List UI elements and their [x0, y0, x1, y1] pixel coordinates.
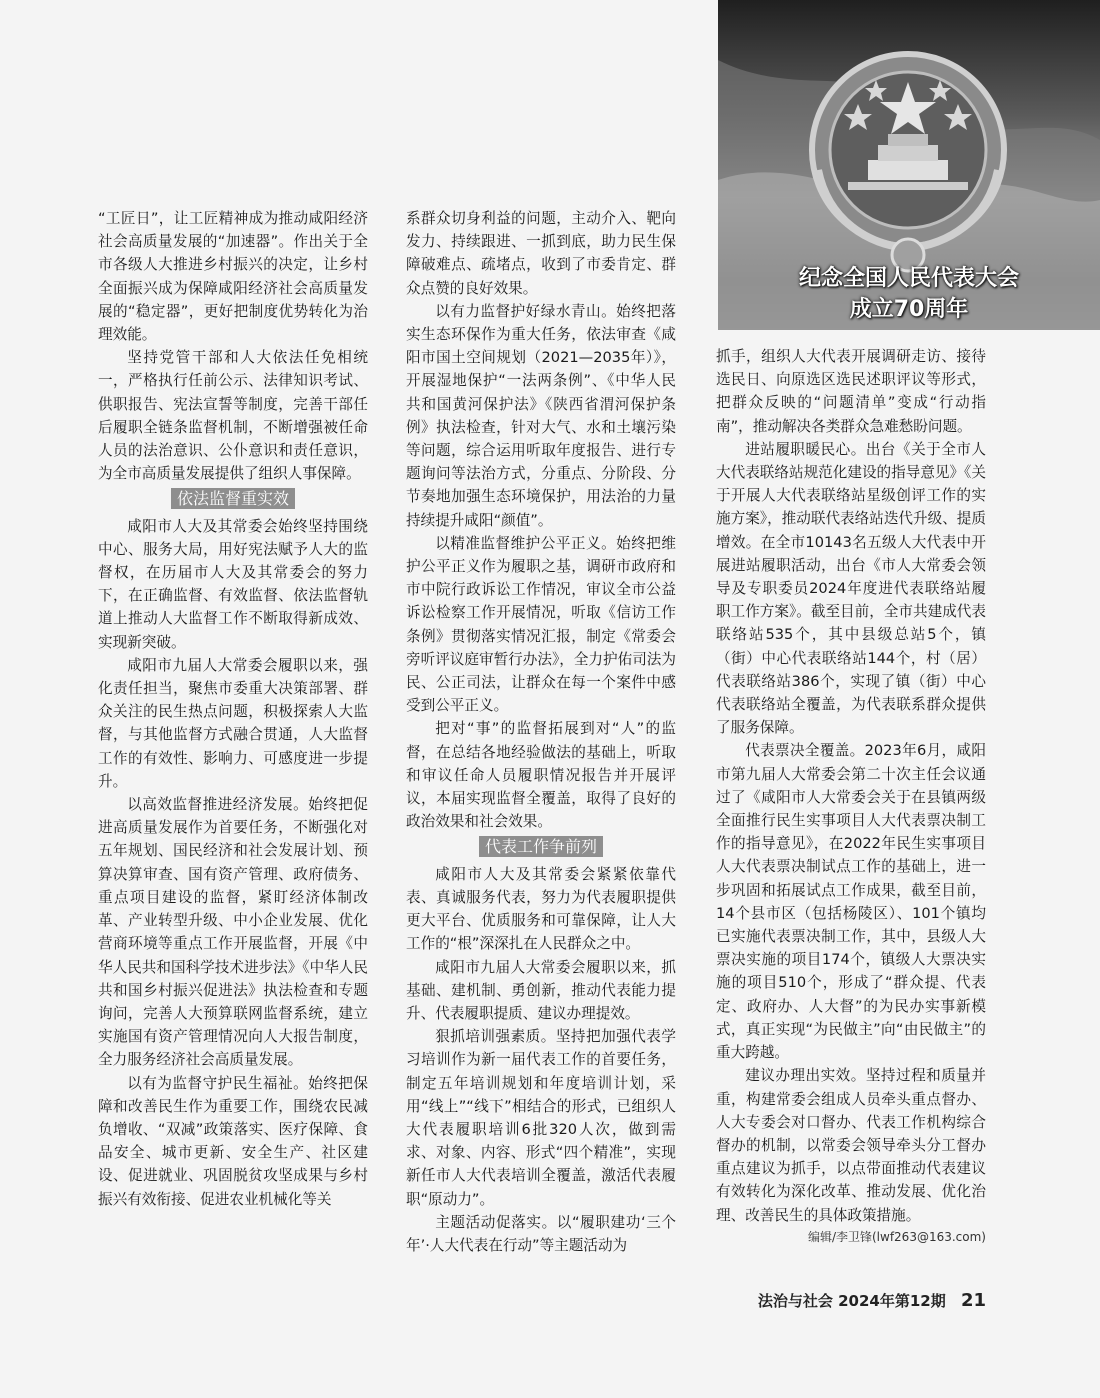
paragraph: 咸阳市人大及其常委会紧紧依靠代表、真诚服务代表，努力为代表履职提供更大平台、优质服务和可靠保障，让人大工作的“根”深深扎在人民群众之中。: [406, 865, 676, 953]
section-heading-text: 依法监督重实效: [171, 488, 295, 509]
column-3: [716, 345, 986, 1227]
paragraph: 以有为监督守护民生福祉。始终把保障和改善民生作为重要工作，围绕农民减负增收、“双减”政策落实、医疗保障、食品安全、城市更新、安全生产、社区建设、促进就业、巩固脱贫攻坚成果与乡村振兴有效衔接、促进农业机械化等关: [98, 1074, 368, 1208]
paragraph: 把对“事”的监督拓展到对“人”的监督，在总结各地经验做法的基础上，听取和审议任命人员履职情况报告并开展评议，本届实现监督全覆盖，取得了良好的政治效果和社会效果。: [406, 720, 676, 831]
paragraph: 抓手，组织人大代表开展调研走访、接待选民日、向原选区选民述职评议等形式，把群众反映的“问题清单”变成“行动指南”，推动解决各类群众急难愁盼问题。: [716, 348, 986, 435]
paragraph: 进站履职暖民心。出台《关于全市人大代表联络站规范化建设的指导意见》《关于开展人大代表联络站星级创评工作的实施方案》，推动联代表络站迭代升级、提质增效。在全市10143名五级人大代表中开展进站履职活动，出台《市人大常委会领导及专职委员2024年度进代表联络站履职工作方案》。截至目前，全市共建成代表联络站535个，其中县级总站5个，镇（街）中心代表联络站144个，村（居）代表联络站386个，实现了镇（街）中心代表联络站全覆盖，为代表联系群众提供了服务保障。: [716, 440, 986, 737]
paragraph: 咸阳市九届人大常委会履职以来，抓基础、建机制、勇创新，推动代表能力提升、代表履职提质、建议办理提效。: [406, 958, 676, 1022]
section-heading: [98, 488, 368, 511]
paragraph: 狠抓培训强素质。坚持把加强代表学习培训作为新一届代表工作的首要任务，制定五年培训规划和年度培训计划，采用“线上”“线下”相结合的形式，已组织人大代表履职培训6批320人次，做到需求、对象、内容、形式“四个精准”，实现新任市人大代表培训全覆盖，激活代表履职“原动力”。: [406, 1028, 676, 1208]
editor-credit: 编辑/李卫锋(lwf263@163.com): [807, 1230, 986, 1244]
paragraph: “工匠日”，让工匠精神成为推动咸阳经济社会高质量发展的“加速器”。作出关于全市各级人大推进乡村振兴的决定，让乡村全面振兴成为保障咸阳经济社会高质量发展的“稳定器”，更好把制度优势转化为治理效能。: [98, 210, 368, 344]
paragraph: 以高效监督推进经济发展。始终把促进高质量发展作为首要任务，不断强化对五年规划、国民经济和社会发展计划、预算决算审查、国有资产管理、政府债务、重点项目建设的监督，紧盯经济体制改革、产业转型升级、中小企业发展、优化营商环境等重点工作开展监督，开展《中华人民共和国科学技术进步法》《中华人民共和国乡村振兴促进法》执法检查和专题询问，完善人大预算联网监督系统，建立实施国有资产管理情况向人大报告制度，全力服务经济社会高质量发展。: [98, 796, 368, 1069]
paragraph: 代表票决全覆盖。2023年6月，咸阳市第九届人大常委会第二十次主任会议通过了《咸阳市人大常委会关于在县镇两级全面推行民生实事项目人大代表票决制工作的指导意见》，在2022年民生实事项目人大代表票决制试点工作的基础上，进一步巩固和拓展试点工作成果，截至目前，14个县市区（包括杨陵区）、101个镇均已实施代表票决制工作，其中，县级人大票决实施的项目174个，镇级人大票决实施的项目510个，形成了“群众提、代表定、政府办、人大督”的为民办实事新模式，真正实现“为民做主”向“由民做主”的重大跨越。: [716, 742, 986, 1062]
banner-image: [718, 0, 1100, 330]
journal-issue: 法治与社会 2024年第12期: [757, 1292, 946, 1310]
paragraph: 系群众切身利益的问题，主动介入、靶向发力、持续跟进、一抓到底，助力民生保障破难点、疏堵点，收到了市委肯定、群众点赞的良好效果。: [406, 210, 676, 297]
page-footer: [716, 1290, 986, 1311]
paragraph: 咸阳市九届人大常委会履职以来，强化责任担当，聚焦市委重大决策部署、群众关注的民生热点问题，积极探索人大监督，与其他监督方式融合贯通，人大监督工作的有效性、影响力、可感度进一步提升。: [98, 656, 368, 790]
paragraph: 坚持党管干部和人大依法任免相统一，严格执行任前公示、法律知识考试、供职报告、宪法宣誓等制度，完善干部任后履职全链条监督机制，不断增强被任命人员的法治意识、公仆意识和责任意识，为全市高质量发展提供了组织人事保障。: [98, 349, 368, 483]
banner-title-line2: 成立70周年: [849, 297, 969, 322]
paragraph: 以精准监督维护公平正义。始终把维护公平正义作为履职之基，调研市政府和市中院行政诉讼工作情况，审议全市公益诉讼检察工作开展情况，听取《信访工作条例》贯彻落实情况汇报，制定《常委会旁听评议庭审暂行办法》，全力护佑司法为民、公正司法，让群众在每一个案件中感受到公平正义。: [406, 534, 676, 715]
column-2: [406, 207, 676, 1257]
paragraph: 建议办理出实效。坚持过程和质量并重，构建常委会组成人员牵头重点督办、人大专委会对口督办、代表工作机构综合督办的机制，以常委会领导牵头分工督办重点建议为抓手，以点带面推动代表建议有效转化为深化改革、推动发展、优化治理、改善民生的具体政策措施。: [716, 1067, 986, 1224]
column-1: [98, 207, 368, 1211]
section-heading: [406, 836, 676, 859]
paragraph: 咸阳市人大及其常委会始终坚持围绕中心、服务大局，用好宪法赋予人大的监督权，在历届市人大及其常委会的努力下，在正确监督、有效监督、依法监督轨道上推动人大监督工作不断取得新成效、实现新突破。: [98, 517, 368, 651]
paragraph: 以有力监督护好绿水青山。始终把落实生态环保作为重大任务，依法审查《咸阳市国土空间规划（2021—2035年）》，开展湿地保护“一法两条例”、《中华人民共和国黄河保护法》《陕西省渭河保护条例》执法检查，针对大气、水和土壤污染等问题，综合运用听取年度报告、进行专题询问等法治方式，分重点、分阶段、分节奏地加强生态环境保护，用法治的力量持续提升咸阳“颜值”。: [406, 302, 676, 529]
section-heading-text: 代表工作争前列: [479, 836, 603, 857]
paragraph: 主题活动促落实。以“履职建功‘三个年’·人大代表在行动”等主题活动为: [406, 1213, 676, 1254]
page-number: 21: [960, 1290, 986, 1311]
banner-title-line1: 纪念全国人民代表大会: [798, 266, 1019, 291]
